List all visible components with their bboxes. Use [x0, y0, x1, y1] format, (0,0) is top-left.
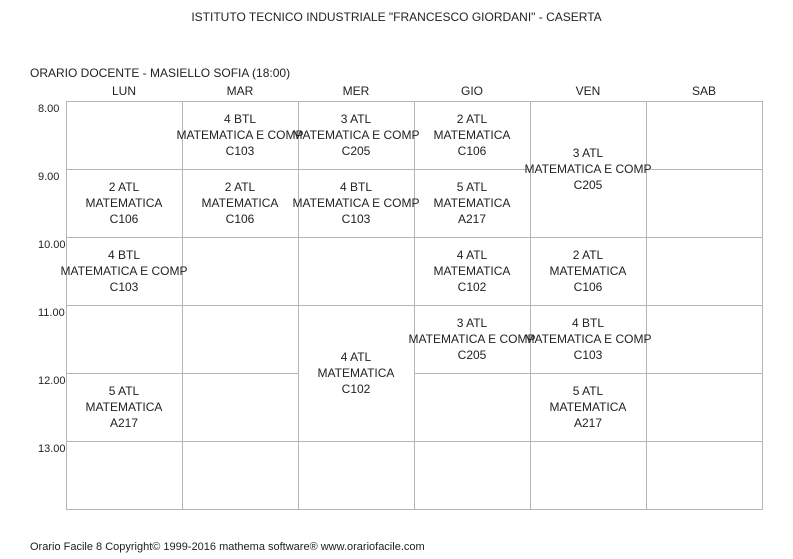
- grid-hline: [646, 169, 763, 170]
- lesson-subject: MATEMATICA: [317, 366, 395, 380]
- lesson-class: 4 BTL: [223, 112, 256, 126]
- lesson-room: C106: [457, 144, 487, 158]
- lesson-class: 3 ATL: [340, 112, 372, 126]
- day-header-mar: MAR: [226, 84, 254, 98]
- lesson-class: 2 ATL: [224, 180, 256, 194]
- day-header-sab: SAB: [691, 84, 716, 98]
- hour-label-13: 13.00: [38, 443, 66, 455]
- footer-copyright: Orario Facile 8 Copyright© 1999-2016 mathema software® www.orariofacile.com: [30, 541, 425, 553]
- lesson-class: 4 BTL: [571, 316, 604, 330]
- lesson-subject: MATEMATICA E COMP: [60, 264, 188, 278]
- lesson-subject: MATEMATICA E COMP: [176, 128, 304, 142]
- hour-label-12: 12.00: [38, 375, 66, 387]
- lesson-room: C102: [341, 382, 371, 396]
- lesson-room: C102: [457, 280, 487, 294]
- grid-hline: [66, 305, 183, 306]
- lesson-room: C103: [225, 144, 255, 158]
- grid-hline: [66, 509, 763, 510]
- lesson-cell: [524, 305, 652, 373]
- lesson-room: C205: [341, 144, 371, 158]
- lesson-cell: [524, 101, 652, 237]
- grid-hline: [646, 305, 763, 306]
- lesson-class: 5 ATL: [572, 384, 604, 398]
- lesson-room: C205: [573, 178, 603, 192]
- lesson-class: 5 ATL: [456, 180, 488, 194]
- lesson-class: 3 ATL: [456, 316, 488, 330]
- school-title: ISTITUTO TECNICO INDUSTRIALE "FRANCESCO GIORDANI" - CASERTA: [191, 10, 602, 24]
- lesson-room: C103: [573, 348, 603, 362]
- lesson-cell: [408, 305, 536, 373]
- lesson-subject: MATEMATICA: [433, 196, 511, 210]
- lesson-cell: [176, 101, 304, 169]
- lesson-subject: MATEMATICA: [85, 400, 163, 414]
- grid-hline: [646, 237, 763, 238]
- grid-hline: [182, 237, 299, 238]
- day-header-mer: MER: [342, 84, 370, 98]
- day-header-lun: LUN: [111, 84, 136, 98]
- lesson-class: 4 BTL: [339, 180, 372, 194]
- lesson-subject: MATEMATICA: [85, 196, 163, 210]
- lesson-subject: MATEMATICA: [549, 264, 627, 278]
- lesson-subject: MATEMATICA: [433, 128, 511, 142]
- grid-hline: [646, 441, 763, 442]
- lesson-cell: [292, 169, 420, 237]
- lesson-subject: MATEMATICA: [201, 196, 279, 210]
- grid-hline: [66, 441, 183, 442]
- grid-hline: [298, 441, 415, 442]
- lesson-subject: MATEMATICA: [433, 264, 511, 278]
- lesson-room: A217: [457, 212, 487, 226]
- lesson-cell: [414, 169, 530, 237]
- lesson-class: 4 ATL: [340, 350, 372, 364]
- lesson-room: A217: [109, 416, 139, 430]
- hour-label-8: 8.00: [38, 103, 60, 115]
- lesson-class: 4 ATL: [456, 248, 488, 262]
- hour-label-11: 11.00: [38, 307, 65, 319]
- day-header-ven: VEN: [575, 84, 601, 98]
- lesson-cell: [66, 373, 182, 441]
- lesson-cell: [530, 237, 646, 305]
- lesson-subject: MATEMATICA E COMP: [292, 196, 420, 210]
- grid-hline: [298, 237, 415, 238]
- lesson-cell: [530, 373, 646, 441]
- lesson-cell: [414, 101, 530, 169]
- lesson-room: C106: [573, 280, 603, 294]
- lesson-class: 4 BTL: [107, 248, 140, 262]
- lesson-room: C106: [109, 212, 139, 226]
- lesson-subject: MATEMATICA E COMP: [408, 332, 536, 346]
- grid-hline: [530, 441, 647, 442]
- lesson-class: 5 ATL: [108, 384, 140, 398]
- lesson-cell: [66, 169, 182, 237]
- grid-hline: [414, 441, 531, 442]
- lesson-subject: MATEMATICA E COMP: [524, 162, 652, 176]
- lesson-room: C205: [457, 348, 487, 362]
- grid-hline: [182, 373, 299, 374]
- lesson-room: C103: [341, 212, 371, 226]
- hour-label-9: 9.00: [38, 171, 60, 183]
- lesson-subject: MATEMATICA E COMP: [292, 128, 420, 142]
- lesson-cell: [60, 237, 188, 305]
- grid-hline: [182, 305, 299, 306]
- lesson-cell: [182, 169, 298, 237]
- lesson-cell: [292, 101, 420, 169]
- grid-hline: [182, 441, 299, 442]
- lesson-cell: [298, 305, 414, 441]
- lesson-class: 2 ATL: [108, 180, 140, 194]
- lesson-room: A217: [573, 416, 603, 430]
- day-header-gio: GIO: [460, 84, 483, 98]
- lesson-subject: MATEMATICA E COMP: [524, 332, 652, 346]
- lesson-room: C103: [109, 280, 139, 294]
- lesson-room: C106: [225, 212, 255, 226]
- grid-hline: [646, 373, 763, 374]
- hour-label-10: 10.00: [38, 239, 66, 251]
- lesson-subject: MATEMATICA: [549, 400, 627, 414]
- grid-hline: [414, 373, 531, 374]
- lesson-cell: [414, 237, 530, 305]
- teacher-schedule-title: ORARIO DOCENTE - MASIELLO SOFIA (18:00): [30, 66, 291, 80]
- lesson-class: 2 ATL: [456, 112, 488, 126]
- lesson-class: 2 ATL: [572, 248, 604, 262]
- lesson-class: 3 ATL: [572, 146, 604, 160]
